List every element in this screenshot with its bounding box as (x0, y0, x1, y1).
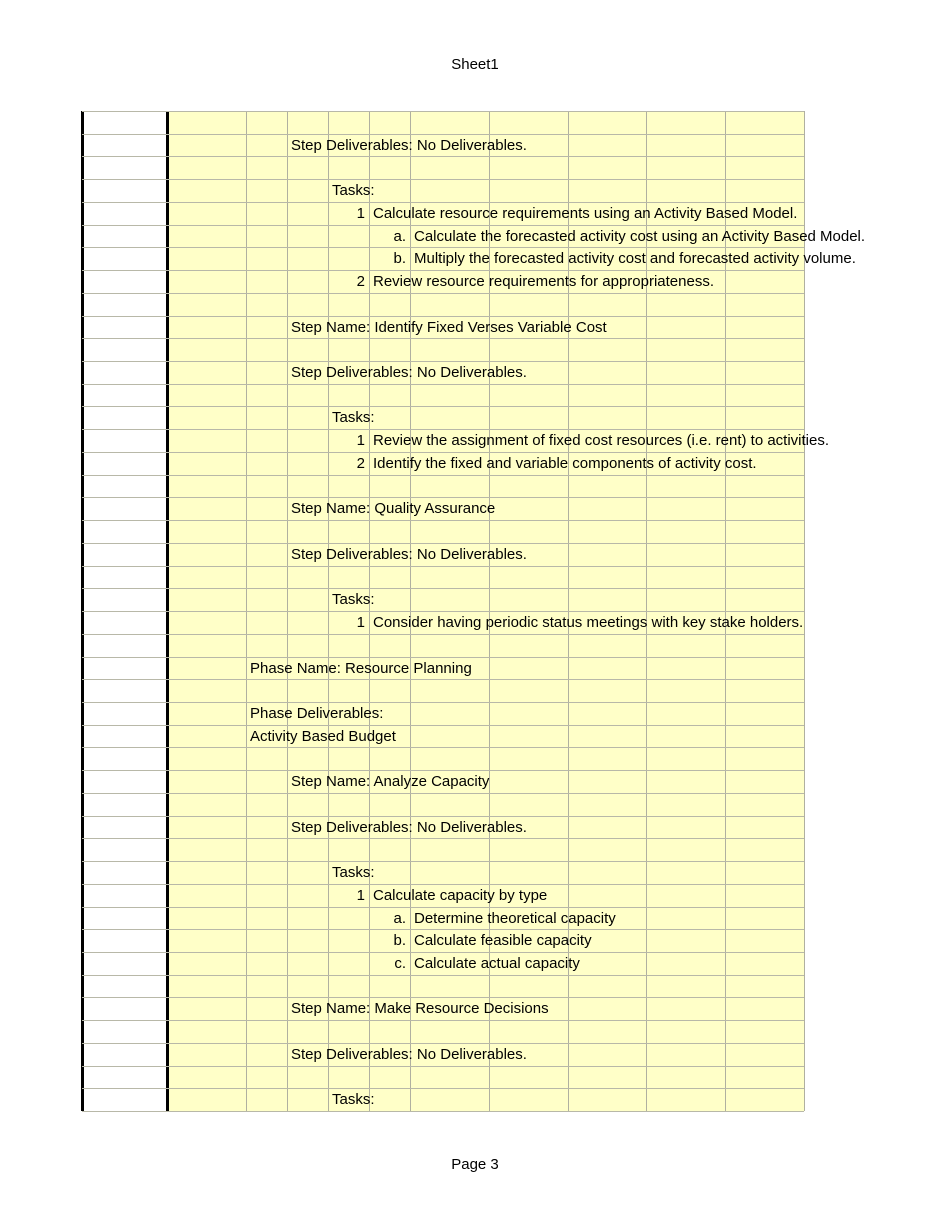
sheet-row (82, 338, 804, 360)
sheet-row (82, 588, 804, 610)
sheet-row (82, 270, 804, 292)
task-index-cell: b. (393, 932, 406, 949)
sheet-row (82, 247, 856, 269)
sheet-row (82, 1020, 804, 1042)
sheet-row (82, 838, 804, 860)
text-cell: Calculate resource requirements using an Activity Based Model. (373, 205, 798, 222)
text-cell: Step Name: Analyze Capacity (291, 773, 490, 790)
sheet-row (82, 793, 804, 815)
text-cell: Phase Deliverables: (250, 705, 384, 722)
sheet-row (82, 679, 804, 701)
text-cell: Step Name: Identify Fixed Verses Variable Cost (291, 319, 607, 336)
page-number: Page 3 (451, 1156, 499, 1173)
text-cell: Phase Name: Resource Planning (250, 660, 472, 677)
task-index-cell: 1 (356, 205, 365, 222)
sheet-row (82, 202, 804, 224)
sheet-row (82, 316, 804, 338)
text-cell: Tasks: (332, 864, 375, 881)
text-cell: Determine theoretical capacity (414, 910, 616, 927)
task-index-cell: 1 (356, 887, 365, 904)
sheet-row (82, 475, 804, 497)
sheet-row (82, 929, 804, 951)
task-index-cell: a. (393, 910, 406, 927)
text-cell: Calculate the forecasted activity cost using an Activity Based Model. (414, 228, 866, 245)
task-index-cell: 2 (356, 273, 365, 290)
text-cell: Multiply the forecasted activity cost and forecasted activity volume. (414, 250, 856, 267)
sheet-row (82, 156, 804, 178)
text-cell: Calculate actual capacity (414, 955, 580, 972)
row-container (82, 111, 866, 1111)
sheet-row (82, 907, 804, 929)
sheet-row (82, 997, 804, 1019)
sheet-row (82, 634, 804, 656)
gridline-horizontal (82, 1111, 804, 1112)
text-cell: Step Name: Make Resource Decisions (291, 1000, 549, 1017)
text-cell: Step Deliverables: No Deliverables. (291, 1046, 527, 1063)
task-index-cell: 2 (356, 455, 365, 472)
text-cell: Calculate capacity by type (373, 887, 548, 904)
text-cell: Review resource requirements for appropriateness. (373, 273, 714, 290)
task-index-cell: c. (394, 955, 406, 972)
sheet-row (82, 861, 804, 883)
sheet-row (82, 452, 804, 474)
sheet-row (82, 361, 804, 383)
text-cell: Calculate feasible capacity (414, 932, 592, 949)
text-cell: Step Deliverables: No Deliverables. (291, 364, 527, 381)
text-cell: Tasks: (332, 409, 375, 426)
text-cell: Step Deliverables: No Deliverables. (291, 137, 527, 154)
sheet-row (82, 657, 804, 679)
text-cell: Tasks: (332, 182, 375, 199)
sheet-row (82, 770, 804, 792)
text-cell: Step Deliverables: No Deliverables. (291, 819, 527, 836)
sheet-row (82, 611, 804, 633)
sheet-row (82, 952, 804, 974)
sheet-row (82, 1066, 804, 1088)
sheet-row (82, 520, 804, 542)
sheet-row (82, 179, 804, 201)
sheet-row (82, 725, 804, 747)
sheet-row (82, 884, 804, 906)
task-index-cell: a. (393, 228, 406, 245)
sheet-title: Sheet1 (451, 56, 499, 73)
sheet-row (82, 384, 804, 406)
sheet-row (82, 111, 804, 133)
sheet-row (82, 134, 804, 156)
task-index-cell: b. (393, 250, 406, 267)
sheet-row (82, 1088, 804, 1110)
sheet-row (82, 702, 804, 724)
sheet-row (82, 1043, 804, 1065)
text-cell: Tasks: (332, 1091, 375, 1108)
text-cell: Identify the fixed and variable components of activity cost. (373, 455, 757, 472)
task-index-cell: 1 (356, 614, 365, 631)
sheet-row (82, 975, 804, 997)
sheet-row (82, 816, 804, 838)
sheet-row (82, 225, 866, 247)
sheet-row (82, 747, 804, 769)
text-cell: Consider having periodic status meetings with key stake holders. (373, 614, 804, 631)
spreadsheet-grid (82, 111, 866, 1111)
text-cell: Activity Based Budget (250, 728, 396, 745)
sheet-row (82, 566, 804, 588)
sheet-row (82, 429, 830, 451)
text-cell: Step Name: Quality Assurance (291, 500, 496, 517)
sheet-row (82, 406, 804, 428)
text-cell: Review the assignment of fixed cost resources (i.e. rent) to activities. (373, 432, 830, 449)
sheet-row (82, 497, 804, 519)
text-cell: Step Deliverables: No Deliverables. (291, 546, 527, 563)
text-cell: Tasks: (332, 591, 375, 608)
task-index-cell: 1 (356, 432, 365, 449)
sheet-row (82, 293, 804, 315)
sheet-row (82, 543, 804, 565)
